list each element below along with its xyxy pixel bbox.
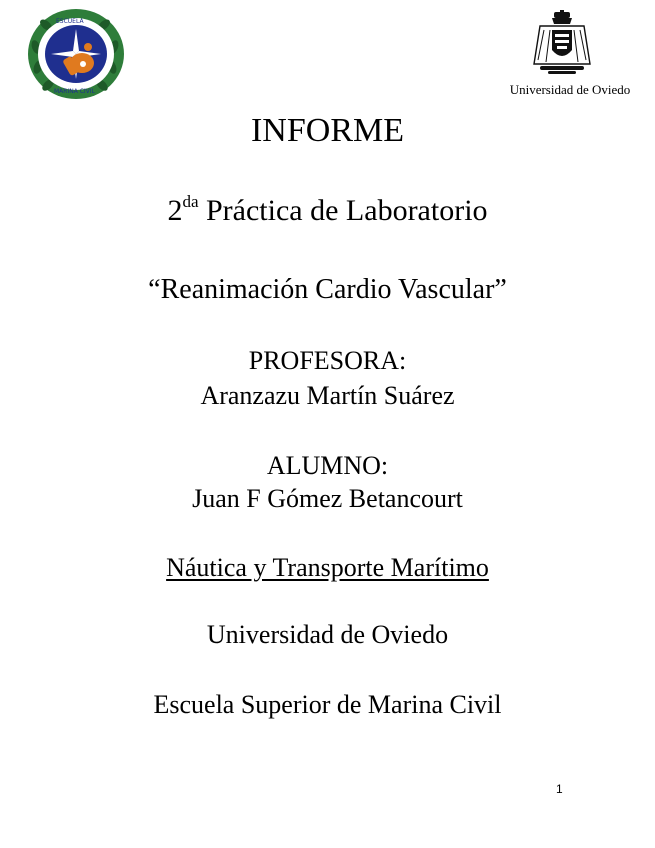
maritime-school-seal-icon	[26, 7, 126, 101]
report-title: INFORME	[250, 112, 405, 149]
university-name: Universidad de Oviedo	[206, 620, 449, 649]
teacher-label: PROFESORA:	[248, 346, 407, 375]
school-name: Escuela Superior de Marina Civil	[153, 690, 502, 719]
practice-topic: “Reanimación Cardio Vascular”	[148, 274, 507, 305]
student-name: Juan F Gómez Betancourt	[192, 484, 463, 513]
practice-label: Práctica de Laboratorio	[198, 194, 488, 227]
practice-subtitle	[0, 194, 655, 228]
page-number: 1	[556, 782, 563, 796]
degree-name: Náutica y Transporte Marítimo	[166, 553, 489, 582]
university-logo	[492, 10, 648, 102]
svg-text:ESCUELA: ESCUELA	[56, 18, 84, 25]
practice-number: 2	[167, 194, 183, 227]
teacher-name: Aranzazu Martín Suárez	[200, 381, 455, 410]
university-logo-caption: Universidad de Oviedo	[509, 82, 631, 97]
student-label: ALUMNO:	[266, 451, 389, 480]
svg-text:MARINA CIVIL: MARINA CIVIL	[54, 88, 95, 95]
university-crest-icon	[530, 10, 594, 76]
practice-ordinal-suffix: da	[182, 192, 199, 211]
